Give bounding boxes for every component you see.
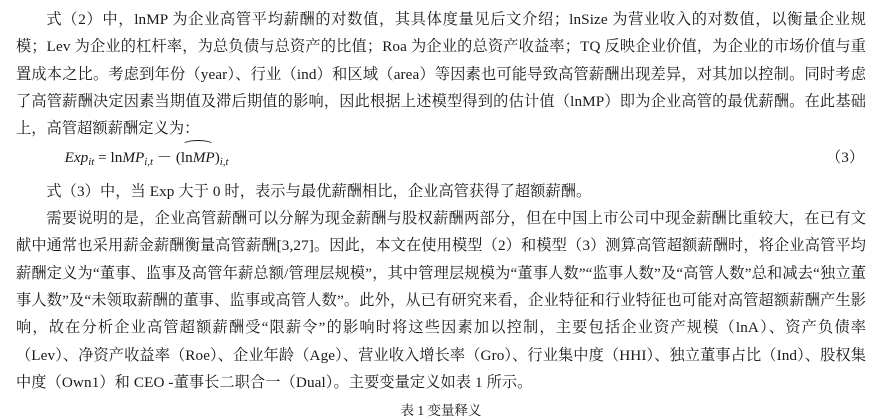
paragraph-text: 式（3）中，当 Exp 大于 0 时，表示与最优薪酬相比，企业高管获得了超额薪酬。 <box>46 182 592 200</box>
paragraph-text: 需要说明的是，企业高管薪酬可以分解为现金薪酬与股权薪酬两部分，但在中国上市公司中现金薪酬比重较大，在已有文献中通常也采用薪金薪酬衡量高管薪酬[3,27]。因此，本文在使用模型（2）和模型（3）测算高管超额薪酬时，将企业高管平均薪酬定义为“董事、监事及高管年薪总额/管理层规模”，其中管理层规模为“董事人数”“监事人数”及“高管人数”总和减去“独立董事人数”及“未领取薪酬的董事、监事或高管人数”。此外，从已有研究来看，企业特征和行业特征也可能对高管超额薪酬产生影响，故在分析企业高管超额薪酬受“限薪令”的影响时将这些因素加以控制，主要包括企业资产规模（lnA）、资产负债率（Lev）、净资产收益率（Roe）、企业年龄（Age）、营业收入增长率（Gro）、行业集中度（HHI）、独立董事占比（Ind）、股权集中度（Own1）和 CEO -董事长二职合一（Dual）。主要变量定义如表 1 所示。 <box>16 210 866 391</box>
equation-3-body: Exp$_{it}$ = lnMP$_{i,t}$ － ( $lnMP)_{i,t}$ <box>65 149 229 166</box>
paragraph-formula2-explanation <box>16 6 866 142</box>
equation-3 <box>16 144 866 176</box>
paragraph-variables-description <box>16 205 866 396</box>
equation-3-number: （3） <box>826 149 864 167</box>
paragraph-formula3-explanation <box>16 178 866 205</box>
paragraph-text: 式（2）中，lnMP 为企业高管平均薪酬的对数值，其具体度量见后文介绍；lnSize 为营业收入的对数值，以衡量企业规模；Lev 为企业的杠杆率，为总负债与总资产的比值；Roa 为企业的总资产收益率；TQ 反映企业价值，为企业的市场价值与重置成本之比。考虑到年份（year）、行业（ind）和区域（area）等因素也可能导致高管薪酬出现差异，对其加以控制。同时考虑了高管薪酬决定因素当期值及滞后期值的影响，因此根据上述模型得到的估计值（lnMP）即为企业高管的最优薪酬。在此基础上，高管超额薪酬定义为： <box>16 11 866 138</box>
table-caption: 表 1 变量释义 <box>400 403 482 419</box>
